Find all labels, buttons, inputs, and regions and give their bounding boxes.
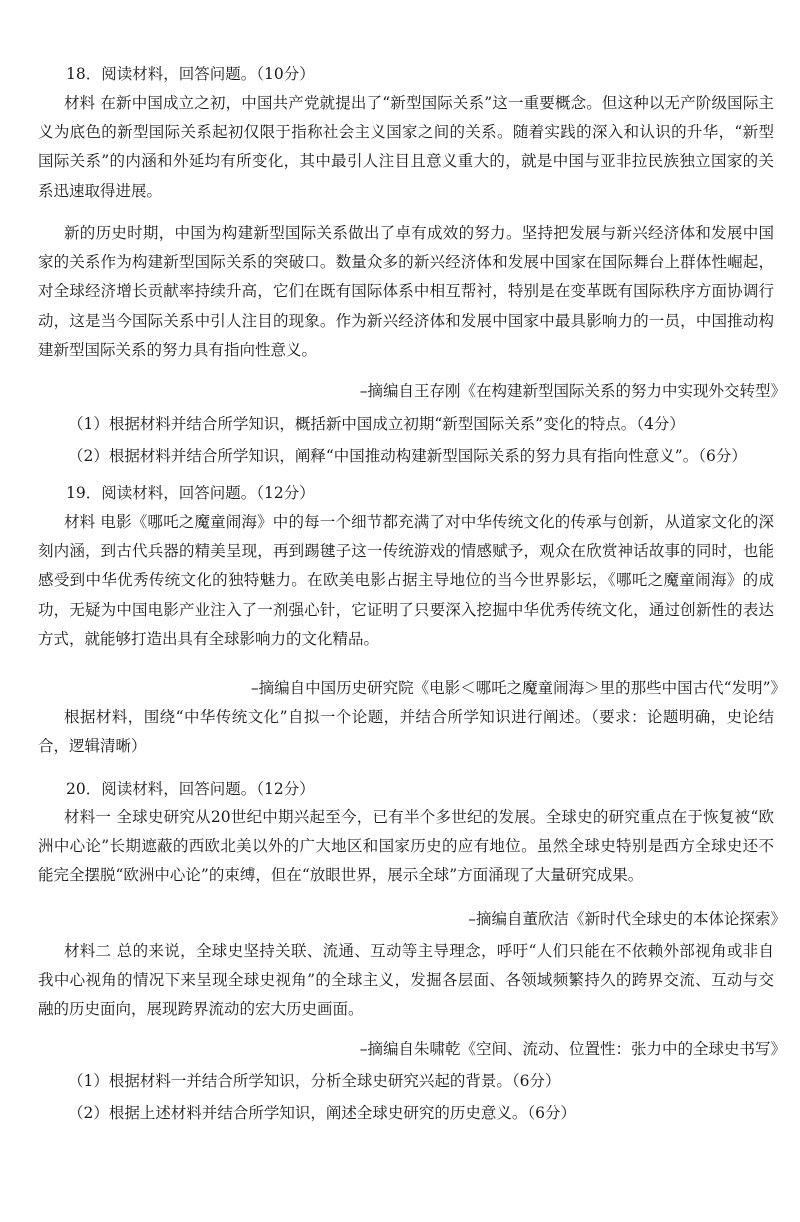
q18-material-para1: 材料 在新中国成立之初，中国共产党就提出了“新型国际关系”这一重要概念。但这种以无产阶级国际主义为底色的新型国际关系起初仅限于指称社会主义国家之间的关系。随着实践的深入和认识的升华，“新型国际关系”的内涵和外延均有所变化，其中最引人注目且意义重大的，就是中国与亚非拉民族独立国家的关系迅速取得进展。 — [38, 94, 774, 200]
q18-title: 18．阅读材料，回答问题。（10分） — [66, 65, 315, 83]
q20-source-1: –摘编自董欣洁《新时代全球史的本体论探索》 — [468, 910, 786, 928]
q20-source-2: –摘编自朱啸乾《空间、流动、位置性：张力中的全球史书写》 — [359, 1040, 786, 1058]
q20-subquestion-2: （2）根据上述材料并结合所学知识，阐述全球史研究的历史意义。（6分） — [68, 1104, 576, 1122]
q20-title: 20．阅读材料，回答问题。（12分） — [66, 780, 315, 798]
q19-title: 19．阅读材料，回答问题。（12分） — [66, 484, 315, 502]
q19-source: –摘编自中国历史研究院《电影＜哪吒之魔童闹海＞里的那些中国古代“发明”》 — [250, 679, 786, 697]
q20-material-1: 材料一 全球史研究从20世纪中期兴起至今，已有半个多世纪的发展。全球史的研究重点在于恢复被“欧洲中心论”长期遮蔽的西欧北美以外的广大地区和国家历史的应有地位。虽然全球史特别是西方全球史还不能完全摆脱“欧洲中心论”的束缚，但在“放眼世界，展示全球”方面涌现了大量研究成果。 — [38, 808, 774, 885]
q20-material-2: 材料二 总的来说，全球史坚持关联、流通、互动等主导理念，呼吁“人们只能在不依赖外部视角或非自我中心视角的情况下来呈现全球史视角”的全球主义，发掘各层面、各领域频繁持久的跨界交流、互动与交融的历史面向，展现跨界流动的宏大历史画面。 — [38, 942, 774, 1019]
q18-subquestion-2: （2）根据材料并结合所学知识，阐释“中国推动构建新型国际关系的努力具有指向性意义”。（6分） — [68, 447, 747, 465]
q19-task: 根据材料，围绕“中华传统文化”自拟一个论题，并结合所学知识进行阐述。（要求：论题明确，史论结合，逻辑清晰） — [38, 708, 774, 756]
q18-subquestion-1: （1）根据材料并结合所学知识，概括新中国成立初期“新型国际关系”变化的特点。（4分） — [68, 415, 685, 433]
q19-material-para1: 材料 电影《哪吒之魔童闹海》中的每一个细节都充满了对中华传统文化的传承与创新，从道家文化的深刻内涵，到古代兵器的精美呈现，再到踢毽子这一传统游戏的情感赋予，观众在欣赏神话故事的同时，也能感受到中华优秀传统文化的独特魅力。在欧美电影占据主导地位的当今世界影坛，《哪吒之魔童闹海》的成功，无疑为中国电影产业注入了一剂强心针，它证明了只要深入挖掘中华优秀传统文化，通过创新性的表达方式，就能够打造出具有全球影响力的文化精品。 — [38, 513, 774, 648]
q18-material-para2: 新的历史时期，中国为构建新型国际关系做出了卓有成效的努力。坚持把发展与新兴经济体和发展中国家的关系作为构建新型国际关系的突破口。数量众多的新兴经济体和发展中国家在国际舞台上群体性崛起，对全球经济增长贡献率持续升高，它们在既有国际体系中相互帮衬，特别是在变革既有国际秩序方面协调行动，这是当今国际关系中引人注目的现象。作为新兴经济体和发展中国家中最具影响力的一员，中国推动构建新型国际关系的努力具有指向性意义。 — [38, 224, 774, 359]
q18-source: –摘编自王存刚《在构建新型国际关系的努力中实现外交转型》 — [359, 382, 786, 400]
q20-subquestion-1: （1）根据材料一并结合所学知识，分析全球史研究兴起的背景。（6分） — [68, 1072, 561, 1090]
